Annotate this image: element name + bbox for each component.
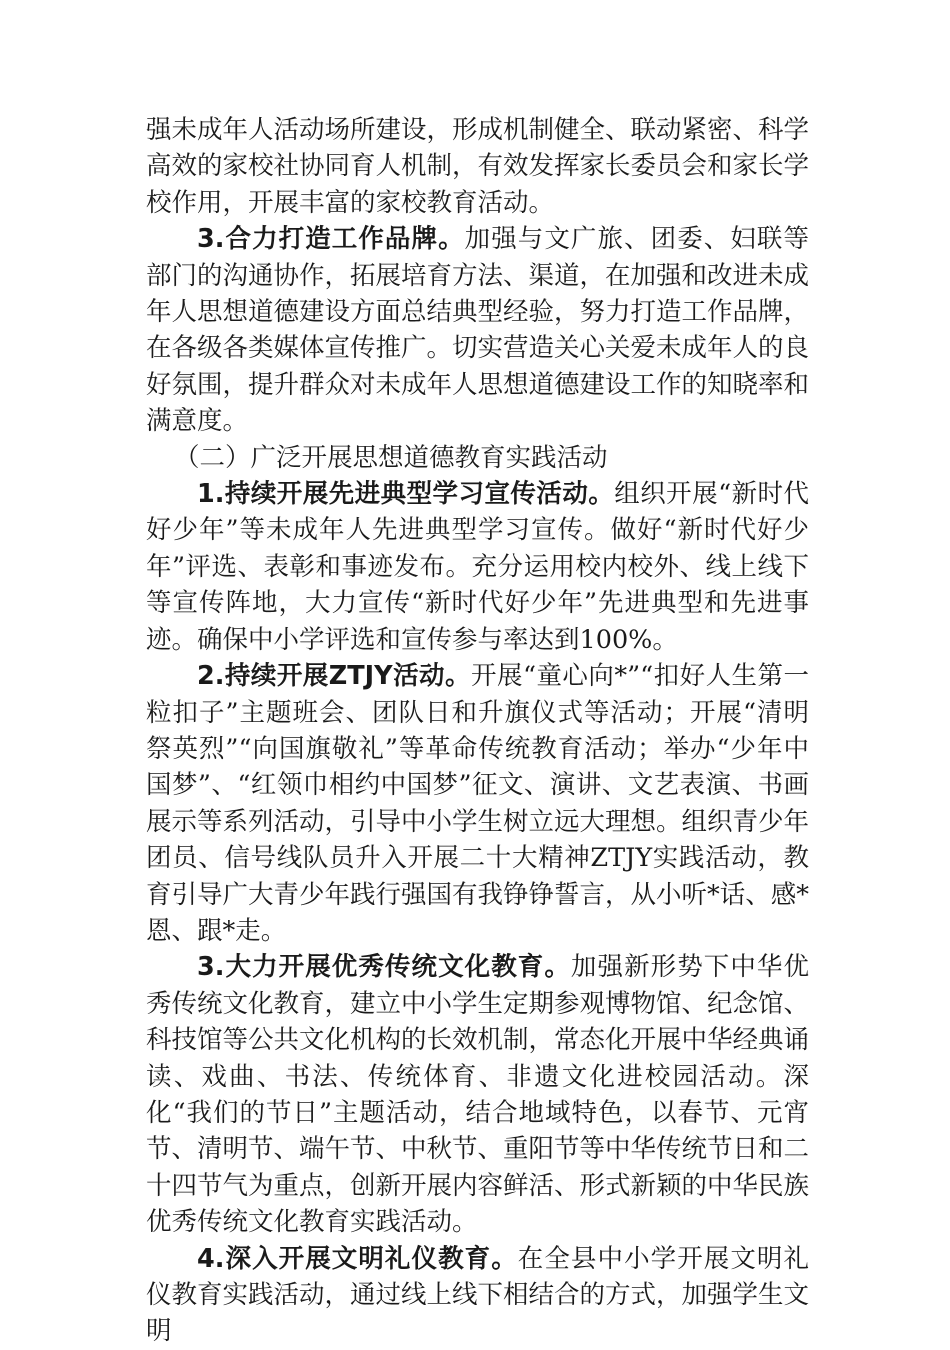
paragraph-ztjy-activity (146, 658, 809, 949)
paragraph-text: 加强新形势下中华优秀传统文化教育，建立中小学生定期参观博物馆、纪念馆、科技馆等公共文化机构的长效机制，常态化开展中华经典诵读、戏曲、书法、传统体育、非遗文化进校园活动。深化“我们的节日”主题活动，结合地域特色，以春节、元宵节、清明节、端午节、中秋节、重阳节等中华传统节日和二十四节气为重点，创新开展内容鲜活、形式新颖的中华民族优秀传统文化教育实践活动。 (146, 952, 810, 1238)
section-title: （二）广泛开展思想道德教育实践活动 (174, 442, 608, 473)
paragraph-family-school (146, 112, 809, 221)
paragraph-etiquette (146, 1241, 809, 1350)
paragraph-heading: 3.大力开展优秀传统文化教育。 (197, 952, 571, 983)
document-body (146, 112, 809, 1350)
paragraph-heading: 3.合力打造工作品牌。 (197, 224, 465, 255)
paragraph-role-models (146, 476, 809, 658)
paragraph-text: 组织开展“新时代好少年”等未成年人先进典型学习宣传。做好“新时代好少年”评选、表彰和事迹发布。充分运用校内校外、线上线下等宣传阵地，大力宣传“新时代好少年”先进典型和先进事迹。确保中小学评选和宣传参与率达到100%。 (146, 479, 809, 655)
paragraph-traditional-culture (146, 949, 809, 1240)
paragraph-work-brand (146, 221, 809, 439)
paragraph-text: 加强与文广旅、团委、妇联等部门的沟通协作，拓展培育方法、渠道，在加强和改进未成年人思想道德建设方面总结典型经验，努力打造工作品牌，在各级各类媒体宣传推广。切实营造关心关爱未成年人的良好氛围，提升群众对未成年人思想道德建设工作的知晓率和满意度。 (146, 224, 810, 437)
paragraph-text: 在全县中小学开展文明礼仪教育实践活动，通过线上线下相结合的方式，加强学生文明 (146, 1243, 810, 1347)
paragraph-heading: 1.持续开展先进典型学习宣传活动。 (197, 479, 615, 510)
paragraph-heading: 4.深入开展文明礼仪教育。 (197, 1243, 518, 1274)
paragraph-text: 开展“童心向*”“扣好人生第一粒扣子”主题班会、团队日和升旗仪式等活动；开展“清明祭英烈”“向国旗敬礼”等革命传统教育活动；举办“少年中国梦”、“红领巾相约中国梦”征文、演讲、文艺表演、书画展示等系列活动，引导中小学生树立远大理想。组织青少年团员、信号线队员升入开展二十大精神ZTJY实践活动，教育引导广大青少年践行强国有我铮铮誓言，从小听*话、感*恩、跟*走。 (146, 661, 810, 946)
paragraph-heading: 2.持续开展ZTJY活动。 (197, 661, 471, 692)
paragraph-text: 强未成年人活动场所建设，形成机制健全、联动紧密、科学高效的家校社协同育人机制，有效发挥家长委员会和家长学校作用，开展丰富的家校教育活动。 (146, 115, 810, 218)
